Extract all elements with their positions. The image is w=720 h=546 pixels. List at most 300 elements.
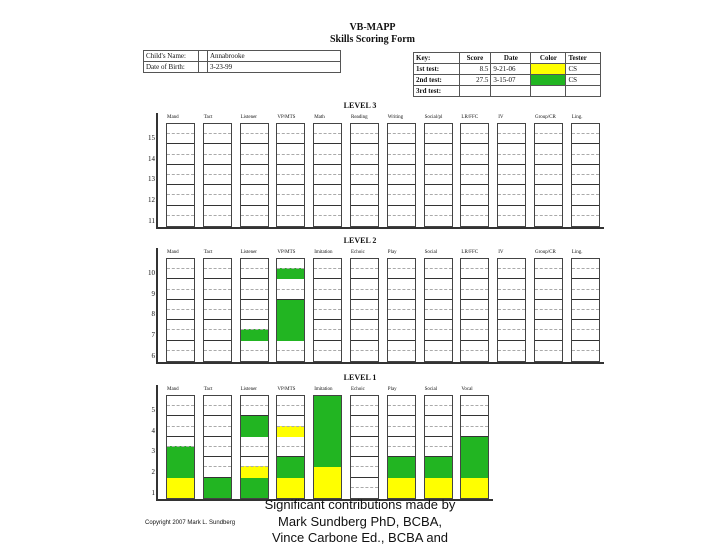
half-milestone-cell [388,289,415,300]
half-milestone-cell [572,299,599,310]
half-milestone-cell [351,215,378,226]
half-milestone-cell [388,426,415,437]
domain-column [497,258,526,362]
milestone-label: 14 [148,154,155,163]
milestone-label: 3 [151,447,155,456]
half-milestone-cell [425,436,452,447]
footer-line-2: Mark Sundberg PhD, BCBA, [277,514,443,529]
key-header: Date [491,53,531,64]
half-milestone-cell [167,426,194,437]
half-milestone-cell [241,259,268,269]
scored-half-milestone [167,466,194,477]
half-milestone-cell [535,143,562,154]
half-milestone-cell [388,268,415,279]
half-milestone-cell [277,215,304,226]
half-milestone-cell [167,194,194,205]
half-milestone-cell [351,446,378,457]
half-milestone-cell [241,154,268,165]
milestone-label: 12 [148,196,155,205]
half-milestone-cell [572,174,599,185]
milestone-label: 15 [148,133,155,142]
half-milestone-cell [388,446,415,457]
half-milestone-cell [535,164,562,175]
domain-header: LR/FFC [461,250,479,255]
domain-column [424,258,453,362]
half-milestone-cell [277,133,304,144]
milestone-label: 11 [148,217,155,225]
half-milestone-cell [241,184,268,195]
half-milestone-cell [351,194,378,205]
scored-half-milestone [314,446,341,457]
half-milestone-cell [535,350,562,361]
key-header: Color [531,53,566,64]
scored-half-milestone [277,426,304,437]
half-milestone-cell [351,350,378,361]
half-milestone-cell [277,436,304,447]
half-milestone-cell [351,319,378,330]
milestone-label: 9 [151,289,155,298]
scored-half-milestone [314,396,341,406]
half-milestone-cell [351,268,378,279]
half-milestone-cell [204,415,231,426]
domain-column [571,123,600,227]
half-milestone-cell [241,319,268,330]
domain-header: LR/FFC [461,115,479,120]
half-milestone-cell [572,133,599,144]
half-milestone-cell [461,133,488,144]
half-milestone-cell [425,415,452,426]
domain-column [460,258,489,362]
domain-header: Imitation [314,387,333,392]
half-milestone-cell [425,215,452,226]
scored-half-milestone [167,477,194,488]
form-subtitle: Skills Scoring Form [329,34,415,45]
half-milestone-cell [388,436,415,447]
half-milestone-cell [498,319,525,330]
half-milestone-cell [535,215,562,226]
half-milestone-cell [498,174,525,185]
domain-header: Tact [203,115,213,120]
half-milestone-cell [167,184,194,195]
domain-column [203,395,232,499]
half-milestone-cell [572,278,599,289]
domain-column [350,123,379,227]
copyright: Copyright 2007 Mark L. Sundberg [145,520,236,526]
half-milestone-cell [241,278,268,289]
half-milestone-cell [572,350,599,361]
domain-column [240,395,269,499]
half-milestone-cell [388,350,415,361]
half-milestone-cell [167,278,194,289]
domain-column [166,123,195,227]
domain-header: Echoic [351,250,365,255]
half-milestone-cell [204,350,231,361]
domain-header: Listener [240,250,257,255]
scored-half-milestone [241,466,268,477]
half-milestone-cell [535,329,562,340]
half-milestone-cell [167,154,194,165]
half-milestone-cell [461,426,488,437]
half-milestone-cell [351,340,378,351]
half-milestone-cell [425,350,452,361]
child-info-table [143,50,341,73]
half-milestone-cell [351,259,378,269]
half-milestone-cell [498,184,525,195]
half-milestone-cell [351,426,378,437]
half-milestone-cell [461,278,488,289]
domain-column [276,123,305,227]
scored-half-milestone [241,329,268,340]
form-title: VB-MAPP [349,22,396,33]
half-milestone-cell [461,396,488,406]
half-milestone-cell [572,309,599,320]
half-milestone-cell [351,174,378,185]
domain-column [276,395,305,499]
half-milestone-cell [351,278,378,289]
scored-half-milestone [314,405,341,416]
domain-column [276,258,305,362]
half-milestone-cell [572,143,599,154]
key-tester: CS [566,64,601,75]
half-milestone-cell [204,340,231,351]
half-milestone-cell [204,215,231,226]
half-milestone-cell [498,329,525,340]
half-milestone-cell [535,319,562,330]
half-milestone-cell [425,446,452,457]
half-milestone-cell [461,124,488,134]
half-milestone-cell [461,259,488,269]
half-milestone-cell [351,124,378,134]
key-row-label: 1st test: [414,64,460,75]
half-milestone-cell [204,143,231,154]
domain-column [313,123,342,227]
domain-header: Mand [167,387,179,392]
domain-header: Ling. [571,250,583,255]
domain-column [571,258,600,362]
scored-half-milestone [461,466,488,477]
scored-half-milestone [461,446,488,457]
half-milestone-cell [241,350,268,361]
half-milestone-cell [241,340,268,351]
domain-column [166,395,195,499]
domain-column [387,395,416,499]
half-milestone-cell [204,456,231,467]
half-milestone-cell [204,466,231,477]
milestone-label: 1 [151,489,155,497]
half-milestone-cell [388,184,415,195]
half-milestone-cell [314,289,341,300]
half-milestone-cell [277,278,304,289]
half-milestone-cell [498,154,525,165]
half-milestone-cell [572,184,599,195]
half-milestone-cell [167,405,194,416]
half-milestone-cell [241,268,268,279]
half-milestone-cell [388,299,415,310]
half-milestone-cell [535,268,562,279]
scored-half-milestone [277,456,304,467]
half-milestone-cell [535,174,562,185]
scored-half-milestone [277,319,304,330]
half-milestone-cell [388,154,415,165]
domain-header: Play [387,250,397,255]
half-milestone-cell [277,405,304,416]
half-milestone-cell [461,415,488,426]
domain-column [313,258,342,362]
scored-half-milestone [277,329,304,340]
half-milestone-cell [498,205,525,216]
half-milestone-cell [351,456,378,467]
milestone-label: 6 [151,352,155,360]
half-milestone-cell [351,415,378,426]
half-milestone-cell [498,289,525,300]
scored-half-milestone [241,415,268,426]
half-milestone-cell [314,319,341,330]
half-milestone-cell [351,164,378,175]
domain-header: Tact [203,250,213,255]
key-row-label: 2nd test: [414,75,460,86]
milestone-label: 2 [151,468,155,477]
half-milestone-cell [461,329,488,340]
dob-label: Date of Birth: [144,62,199,73]
half-milestone-cell [241,133,268,144]
half-milestone-cell [314,259,341,269]
scored-half-milestone [277,466,304,477]
half-milestone-cell [351,133,378,144]
half-milestone-cell [167,329,194,340]
half-milestone-cell [461,143,488,154]
half-milestone-cell [572,329,599,340]
milestone-label: 10 [148,268,155,277]
half-milestone-cell [388,396,415,406]
half-milestone-cell [388,405,415,416]
half-milestone-cell [351,329,378,340]
half-milestone-cell [314,299,341,310]
half-milestone-cell [241,124,268,134]
half-milestone-cell [351,289,378,300]
half-milestone-cell [461,215,488,226]
scored-half-milestone [277,309,304,320]
half-milestone-cell [314,350,341,361]
half-milestone-cell [167,415,194,426]
half-milestone-cell [277,154,304,165]
half-milestone-cell [314,215,341,226]
half-milestone-cell [498,309,525,320]
half-milestone-cell [314,194,341,205]
half-milestone-cell [572,154,599,165]
scored-half-milestone [277,299,304,310]
key-date: 3-15-07 [491,75,531,86]
half-milestone-cell [314,340,341,351]
domain-column [387,123,416,227]
half-milestone-cell [425,309,452,320]
half-milestone-cell [277,446,304,457]
half-milestone-cell [572,289,599,300]
half-milestone-cell [314,154,341,165]
half-milestone-cell [425,143,452,154]
half-milestone-cell [498,215,525,226]
half-milestone-cell [241,299,268,310]
half-milestone-cell [167,396,194,406]
half-milestone-cell [425,299,452,310]
half-milestone-cell [498,143,525,154]
half-milestone-cell [425,154,452,165]
domain-column [534,258,563,362]
half-milestone-cell [535,259,562,269]
half-milestone-cell [388,319,415,330]
half-milestone-cell [535,309,562,320]
domain-header: Mand [167,115,179,120]
half-milestone-cell [535,205,562,216]
domain-column [203,258,232,362]
half-milestone-cell [388,205,415,216]
domain-header: Group/CR [535,250,556,255]
half-milestone-cell [351,396,378,406]
key-score: 8.5 [459,64,491,75]
half-milestone-cell [425,278,452,289]
half-milestone-cell [167,174,194,185]
half-milestone-cell [167,299,194,310]
half-milestone-cell [167,215,194,226]
half-milestone-cell [204,174,231,185]
half-milestone-cell [167,205,194,216]
scored-half-milestone [461,477,488,488]
half-milestone-cell [498,340,525,351]
half-milestone-cell [204,164,231,175]
half-milestone-cell [277,194,304,205]
half-milestone-cell [425,174,452,185]
half-milestone-cell [277,259,304,269]
scored-half-milestone [388,466,415,477]
half-milestone-cell [388,215,415,226]
half-milestone-cell [167,268,194,279]
half-milestone-cell [498,278,525,289]
scored-half-milestone [167,446,194,457]
half-milestone-cell [388,415,415,426]
half-milestone-cell [241,405,268,416]
half-milestone-cell [351,184,378,195]
scored-half-milestone [314,436,341,447]
scored-half-milestone [425,456,452,467]
half-milestone-cell [572,319,599,330]
half-milestone-cell [351,466,378,477]
half-milestone-cell [461,174,488,185]
half-milestone-cell [314,143,341,154]
scored-half-milestone [314,426,341,437]
half-milestone-cell [241,289,268,300]
half-milestone-cell [204,319,231,330]
half-milestone-cell [425,329,452,340]
half-milestone-cell [351,477,378,488]
domain-column [350,395,379,499]
half-milestone-cell [204,259,231,269]
half-milestone-cell [498,133,525,144]
half-milestone-cell [204,194,231,205]
domain-header: Group/CR [535,115,556,120]
scored-half-milestone [241,426,268,437]
half-milestone-cell [314,174,341,185]
half-milestone-cell [277,340,304,351]
domain-header: Reading [351,115,368,120]
half-milestone-cell [167,350,194,361]
domain-header: Listener [240,387,257,392]
half-milestone-cell [241,446,268,457]
half-milestone-cell [241,436,268,447]
half-milestone-cell [241,164,268,175]
half-milestone-cell [167,143,194,154]
domain-header: Writing [387,115,404,120]
domain-column [424,123,453,227]
half-milestone-cell [351,405,378,416]
half-milestone-cell [461,289,488,300]
scored-half-milestone [388,477,415,488]
half-milestone-cell [167,289,194,300]
half-milestone-cell [204,268,231,279]
half-milestone-cell [204,405,231,416]
domain-column [203,123,232,227]
half-milestone-cell [314,205,341,216]
half-milestone-cell [388,340,415,351]
footer-line-3: Vince Carbone Ed., BCBA and [271,530,449,545]
half-milestone-cell [461,154,488,165]
domain-header: Tact [203,387,213,392]
half-milestone-cell [167,340,194,351]
half-milestone-cell [241,396,268,406]
domain-header: IV [498,115,504,120]
half-milestone-cell [535,340,562,351]
half-milestone-cell [388,174,415,185]
domain-header: VP/MTS [277,115,296,120]
half-milestone-cell [314,309,341,320]
half-milestone-cell [388,124,415,134]
half-milestone-cell [461,405,488,416]
half-milestone-cell [277,143,304,154]
half-milestone-cell [461,340,488,351]
half-milestone-cell [425,259,452,269]
half-milestone-cell [425,205,452,216]
key-row-label: 3rd test: [414,86,460,97]
domain-column [240,123,269,227]
half-milestone-cell [425,396,452,406]
scored-half-milestone [425,466,452,477]
scored-half-milestone [461,436,488,447]
half-milestone-cell [167,259,194,269]
scored-half-milestone [425,477,452,488]
half-milestone-cell [498,259,525,269]
scored-half-milestone [204,477,231,488]
key-header: Key: [414,53,460,64]
domain-header: Echoic [351,387,365,392]
half-milestone-cell [351,309,378,320]
scored-half-milestone [388,456,415,467]
half-milestone-cell [461,268,488,279]
half-milestone-cell [498,194,525,205]
half-milestone-cell [498,268,525,279]
half-milestone-cell [204,133,231,144]
half-milestone-cell [204,124,231,134]
half-milestone-cell [167,319,194,330]
key-color-swatch [531,75,566,86]
half-milestone-cell [461,350,488,361]
domain-header: VP/MTS [277,250,296,255]
half-milestone-cell [461,194,488,205]
half-milestone-cell [277,205,304,216]
half-milestone-cell [388,259,415,269]
half-milestone-cell [167,133,194,144]
half-milestone-cell [277,184,304,195]
domain-column [534,123,563,227]
half-milestone-cell [204,154,231,165]
scored-half-milestone [167,487,194,498]
